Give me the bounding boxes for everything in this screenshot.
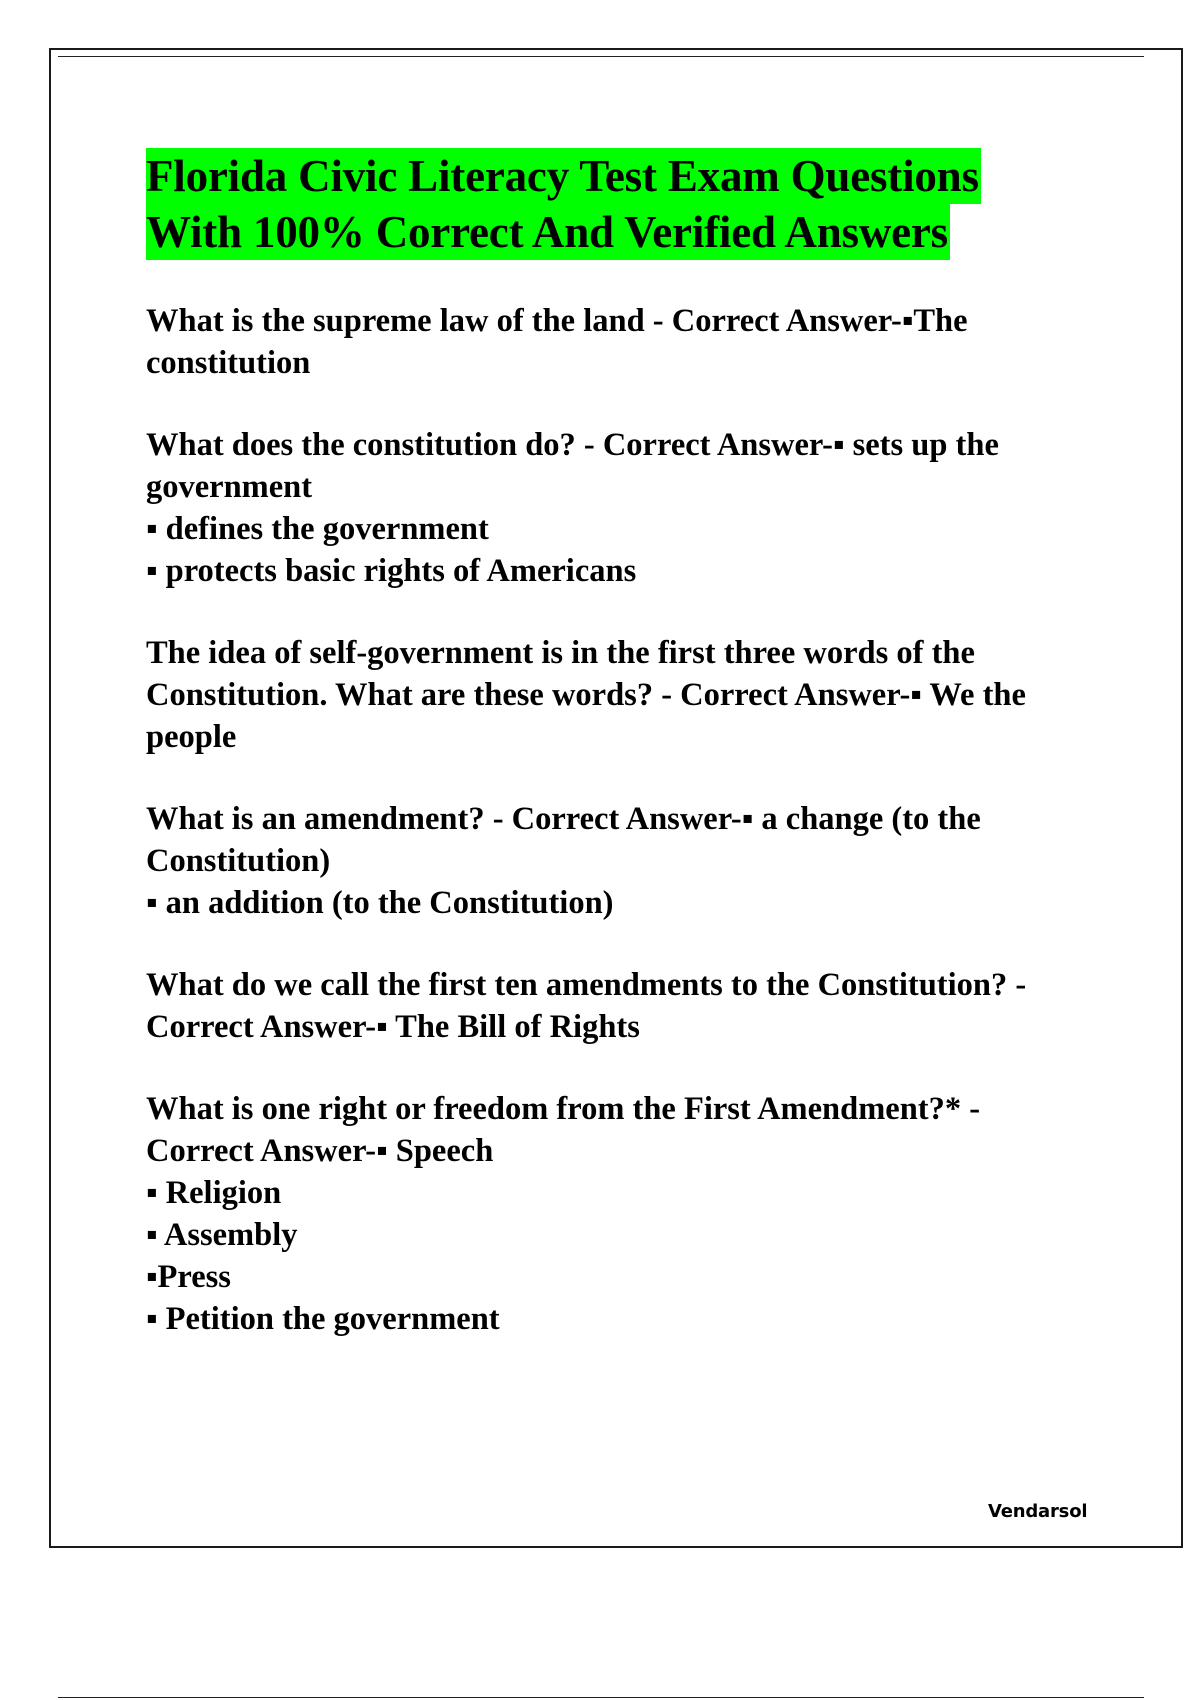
answer-bullet: ▪ Religion (146, 1175, 282, 1211)
answer-bullet: ▪Press (146, 1259, 231, 1295)
qa-item (146, 632, 1086, 758)
qa-text: What does the constitution do? - Correct Answer-▪ sets up the government (146, 427, 999, 505)
document-title (146, 148, 1086, 260)
title-line: Florida Civic Literacy Test Exam Questions (146, 148, 981, 204)
document-content (146, 148, 1086, 1380)
bottom-rule (58, 1697, 1144, 1698)
answer-bullet: ▪ protects basic rights of Americans (146, 553, 637, 589)
answer-bullet: ▪ Petition the government (146, 1301, 500, 1337)
qa-item (146, 1088, 1086, 1340)
qa-text: What is one right or freedom from the First Amendment?* - Correct Answer-▪ Speech (146, 1091, 981, 1169)
qa-text: What is the supreme law of the land - Correct Answer-▪The constitution (146, 303, 968, 381)
answer-bullet: ▪ defines the government (146, 511, 489, 547)
qa-text: What do we call the first ten amendments to the Constitution? - Correct Answer-▪ The Bill of Rights (146, 967, 1027, 1045)
qa-item (146, 424, 1086, 592)
qa-text: What is an amendment? - Correct Answer-▪ a change (to the Constitution) (146, 801, 981, 879)
qa-item (146, 964, 1086, 1048)
title-line: With 100% Correct And Verified Answers (146, 204, 950, 260)
top-rule (58, 56, 1144, 57)
qa-item (146, 798, 1086, 924)
answer-bullet: ▪ an addition (to the Constitution) (146, 885, 614, 921)
answer-bullet: ▪ Assembly (146, 1217, 298, 1253)
footer-brand: Vendarsol (988, 1501, 1088, 1522)
qa-text: The idea of self-government is in the first three words of the Constitution. What are these words? - Correct Answer-▪ We the people (146, 635, 1026, 755)
qa-item (146, 300, 1086, 384)
